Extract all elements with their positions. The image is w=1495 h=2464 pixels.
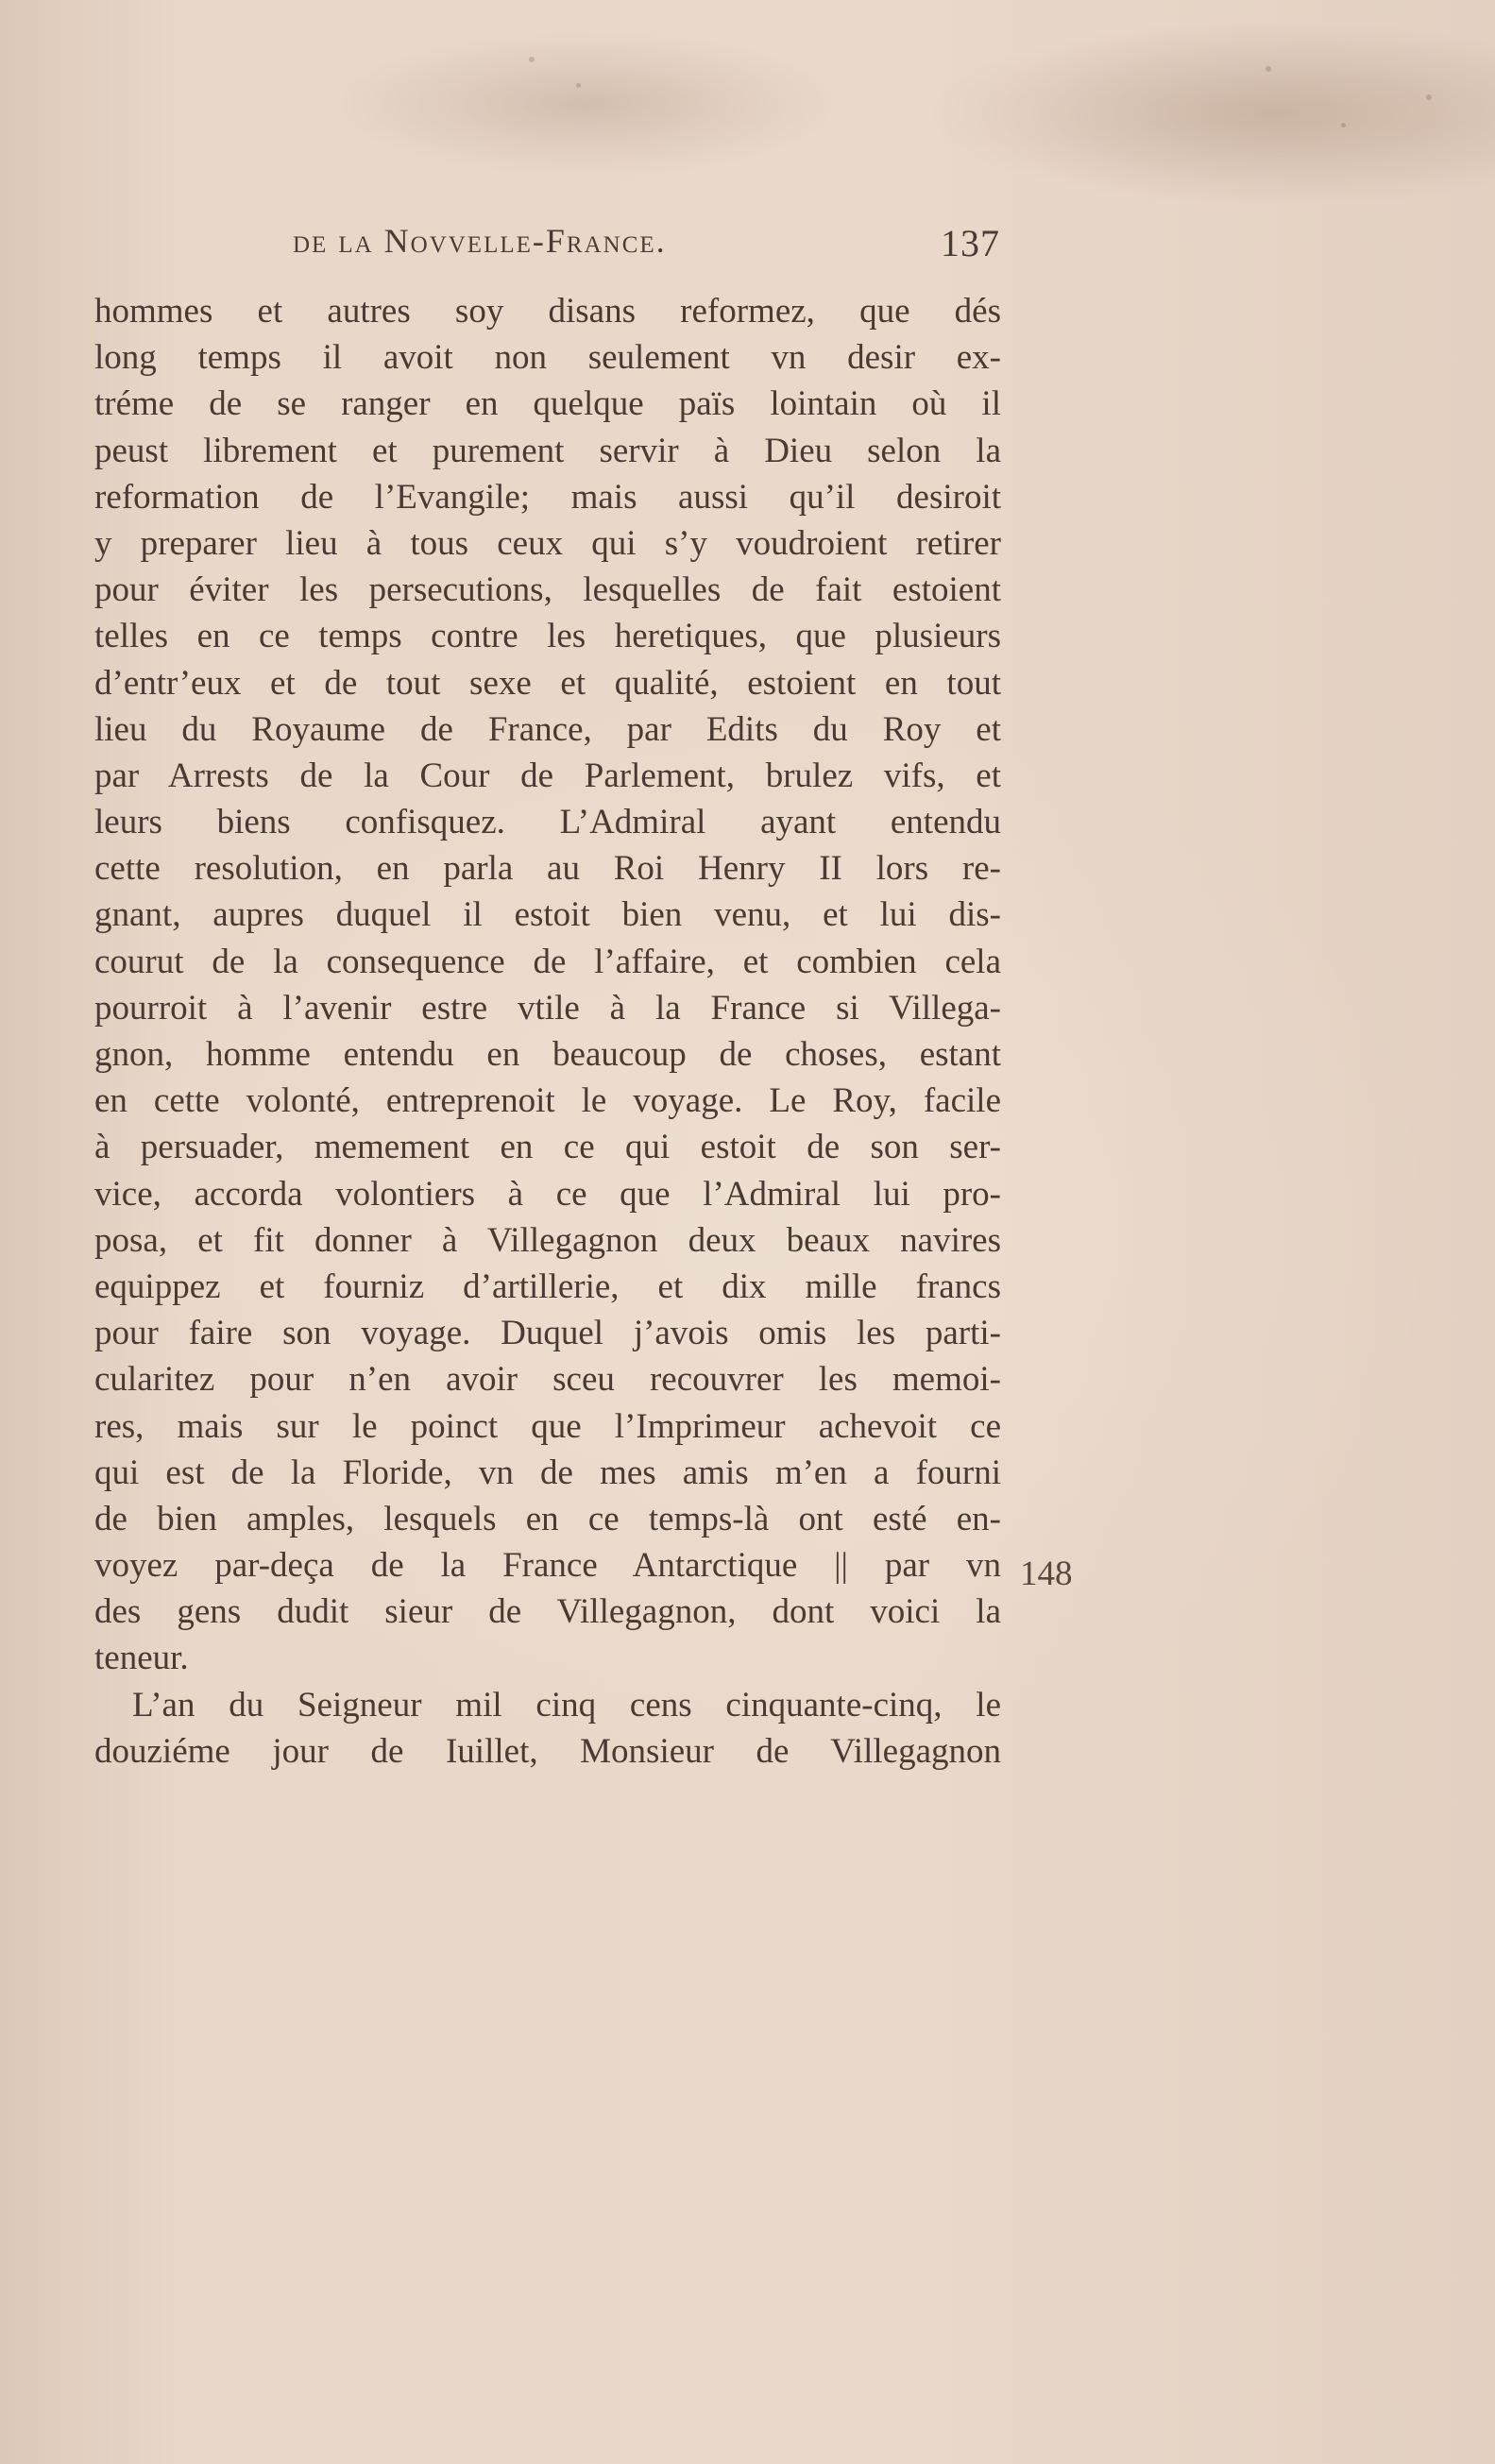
ink-speckle — [1426, 94, 1432, 100]
text-line: pourroit à l’avenir estre vtile à la France si Villega- — [94, 988, 1001, 1028]
text-line: de bien amples, lesquels en ce temps-là ont esté en- — [94, 1499, 1001, 1538]
text-line: y preparer lieu à tous ceux qui s’y voudroient retirer — [94, 523, 1001, 563]
running-head-title: de la Novvelle-France. — [293, 222, 667, 260]
text-line: cette resolution, en parla au Roi Henry II lors re- — [94, 849, 1001, 889]
text-line: leurs biens confisquez. L’Admiral ayant entendu — [94, 803, 1001, 842]
text-line: teneur. — [94, 1639, 189, 1678]
text-line: des gens dudit sieur de Villegagnon, dont voici la — [94, 1592, 1001, 1632]
text-line: res, mais sur le poinct que l’Imprimeur achevoit ce — [94, 1406, 1001, 1446]
margin-page-reference: 148 — [1020, 1555, 1073, 1593]
text-line: pour éviter les persecutions, lesquelles de fait estoient — [94, 570, 1001, 610]
text-line: voyez par-deça de la France Antarctique || par vn — [94, 1546, 1001, 1586]
text-line: d’entr’eux et de tout sexe et qualité, estoient en tout — [94, 663, 1001, 703]
text-line: vice, accorda volontiers à ce que l’Admiral lui pro- — [94, 1174, 1001, 1214]
text-line: à persuader, memement en ce qui estoit de son ser- — [94, 1128, 1001, 1167]
text-line: long temps il avoit non seulement vn desir ex- — [94, 338, 1001, 378]
text-line: pour faire son voyage. Duquel j’avois omis les parti- — [94, 1314, 1001, 1353]
text-line: L’an du Seigneur mil cinq cens cinquante-cinq, le — [132, 1685, 1001, 1725]
text-line: equippez et fourniz d’artillerie, et dix mille francs — [94, 1266, 1001, 1306]
text-line: peust librement et purement servir à Dieu selon la — [94, 431, 1001, 470]
text-line: reformation de l’Evangile; mais aussi qu’il desiroit — [94, 477, 1001, 517]
text-line: par Arrests de la Cour de Parlement, brulez vifs, et — [94, 756, 1001, 795]
ink-speckle — [1341, 123, 1346, 127]
text-line: telles en ce temps contre les heretiques, que plusieurs — [94, 617, 1001, 656]
text-line: hommes et autres soy disans reformez, que dés — [94, 292, 1001, 331]
ink-speckle — [529, 57, 535, 62]
body-text — [94, 288, 1001, 1775]
text-line: courut de la consequence de l’affaire, et combien cela — [94, 942, 1001, 981]
text-line: gnant, aupres duquel il estoit bien venu, et lui dis- — [94, 895, 1001, 935]
text-line: douziéme jour de Iuillet, Monsieur de Villegagnon — [94, 1731, 1001, 1771]
text-line: lieu du Royaume de France, par Edits du Roy et — [94, 709, 1001, 749]
page-number: 137 — [941, 222, 1000, 264]
text-line: gnon, homme entendu en beaucoup de choses, estant — [94, 1035, 1001, 1074]
ink-speckle — [576, 83, 581, 88]
text-line: qui est de la Floride, vn de mes amis m’en a fourni — [94, 1453, 1001, 1492]
text-line: cularitez pour n’en avoir sceu recouvrer les memoi- — [94, 1360, 1001, 1400]
text-line: en cette volonté, entreprenoit le voyage. Le Roy, facile — [94, 1081, 1001, 1121]
text-line: tréme de se ranger en quelque païs lointain où il — [94, 384, 1001, 424]
ink-speckle — [1266, 66, 1271, 72]
text-line: posa, et fit donner à Villegagnon deux beaux navires — [94, 1220, 1001, 1260]
